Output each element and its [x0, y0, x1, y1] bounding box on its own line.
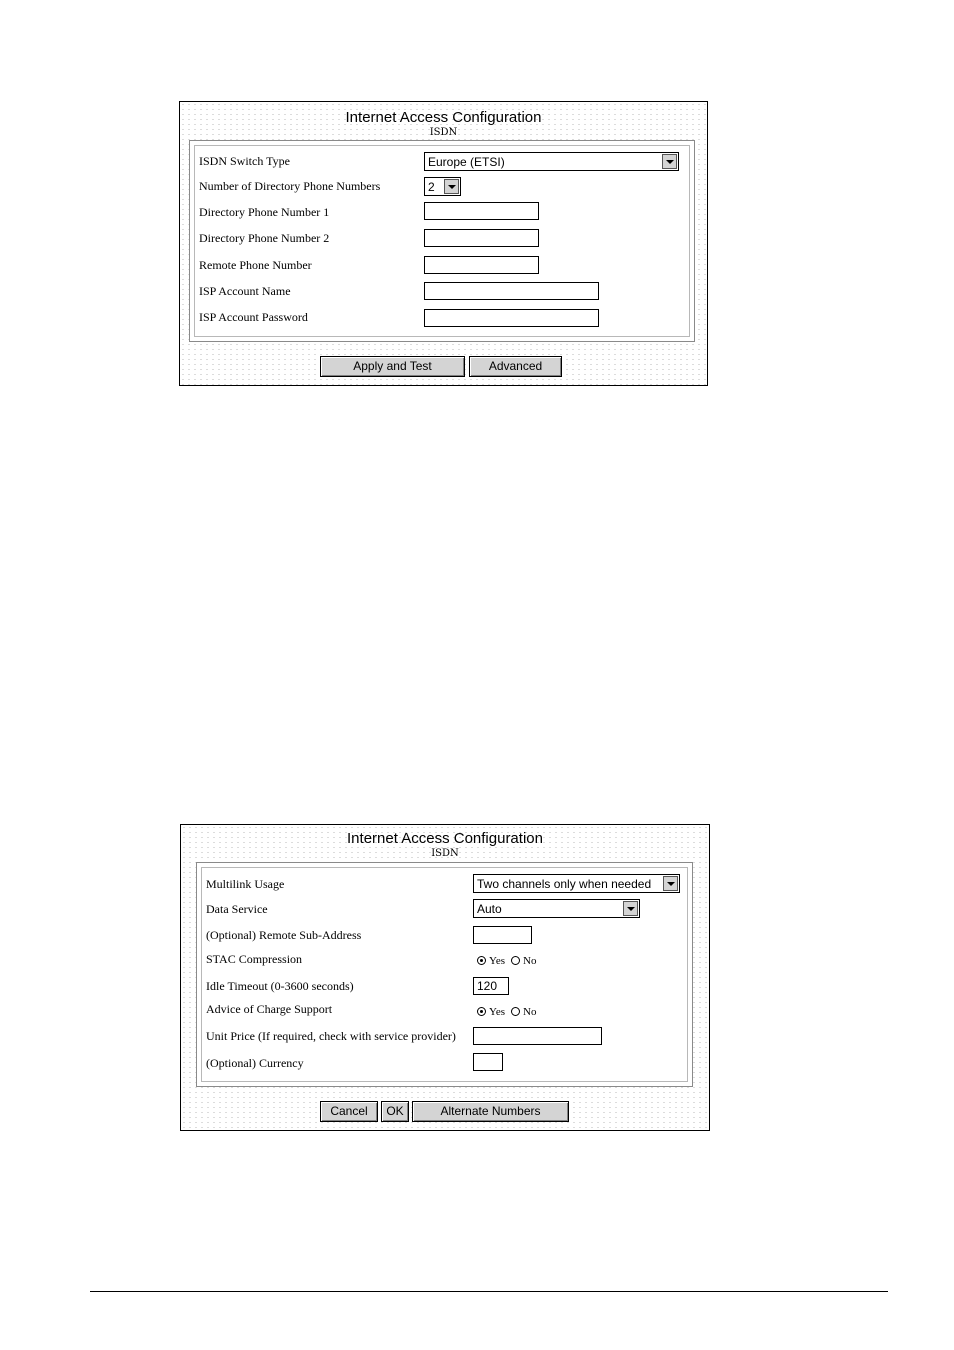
isdn-config-panel-2	[180, 824, 710, 1131]
sub-address-input[interactable]	[473, 926, 532, 944]
remote-input[interactable]	[424, 256, 539, 274]
multilink-select[interactable]	[473, 874, 680, 893]
currency-input[interactable]	[473, 1053, 503, 1071]
chevron-down-icon[interactable]	[444, 179, 459, 194]
panel-title: Internet Access Configuration	[345, 109, 542, 126]
isdn-config-panel-1	[179, 101, 708, 386]
aoc-yes-radio[interactable]	[477, 1007, 486, 1016]
isp-pass-label: ISP Account Password	[199, 310, 308, 324]
chevron-down-icon[interactable]	[623, 901, 638, 916]
unit-price-label: Unit Price (If required, check with service provider)	[206, 1029, 456, 1043]
radio-label-yes: Yes	[489, 955, 506, 967]
idle-label: Idle Timeout (0-3600 seconds)	[206, 979, 354, 993]
dir1-input[interactable]	[424, 202, 539, 220]
num-dir-select[interactable]	[424, 177, 461, 196]
alternate-numbers-button[interactable]: Alternate Numbers	[412, 1101, 569, 1122]
stac-label: STAC Compression	[206, 952, 303, 966]
switch-type-value: Europe (ETSI)	[428, 155, 505, 169]
isp-name-input[interactable]	[424, 282, 599, 300]
isp-name-label: ISP Account Name	[199, 284, 291, 298]
dir2-label: Directory Phone Number 2	[199, 231, 330, 245]
unit-price-input[interactable]	[473, 1027, 602, 1045]
num-dir-value: 2	[428, 180, 435, 194]
aoc-radio-group	[477, 1006, 542, 1018]
multilink-value: Two channels only when needed	[477, 877, 652, 891]
ok-button[interactable]: OK	[381, 1101, 409, 1122]
panel-subtitle: ISDN	[431, 848, 459, 859]
switch-type-select[interactable]	[424, 152, 679, 171]
data-service-label: Data Service	[206, 902, 268, 916]
advanced-button[interactable]: Advanced	[469, 356, 562, 377]
data-service-value: Auto	[477, 902, 502, 916]
remote-label: Remote Phone Number	[199, 258, 312, 272]
radio-label-yes: Yes	[489, 1006, 506, 1018]
sub-address-label: (Optional) Remote Sub-Address	[206, 928, 362, 942]
apply-and-test-button[interactable]: Apply and Test	[320, 356, 465, 377]
panel-subtitle: ISDN	[429, 127, 458, 138]
panel-title: Internet Access Configuration	[347, 830, 543, 847]
multilink-label: Multilink Usage	[206, 877, 285, 891]
stac-radio-group	[477, 955, 542, 967]
footer-rule	[90, 1291, 888, 1292]
chevron-down-icon[interactable]	[662, 154, 677, 169]
dir1-label: Directory Phone Number 1	[199, 205, 330, 219]
stac-no-radio[interactable]	[511, 956, 520, 965]
dir2-input[interactable]	[424, 229, 539, 247]
aoc-no-radio[interactable]	[511, 1007, 520, 1016]
switch-type-label: ISDN Switch Type	[199, 154, 290, 168]
cancel-button[interactable]: Cancel	[320, 1101, 378, 1122]
radio-label-no: No	[523, 955, 537, 967]
stac-yes-radio[interactable]	[477, 956, 486, 965]
currency-label: (Optional) Currency	[206, 1056, 304, 1070]
aoc-label: Advice of Charge Support	[206, 1002, 333, 1016]
idle-input[interactable]: 120	[473, 977, 509, 995]
isp-pass-input[interactable]	[424, 309, 599, 327]
num-dir-label: Number of Directory Phone Numbers	[199, 179, 381, 193]
radio-label-no: No	[523, 1006, 537, 1018]
data-service-select[interactable]	[473, 899, 640, 918]
chevron-down-icon[interactable]	[663, 876, 678, 891]
